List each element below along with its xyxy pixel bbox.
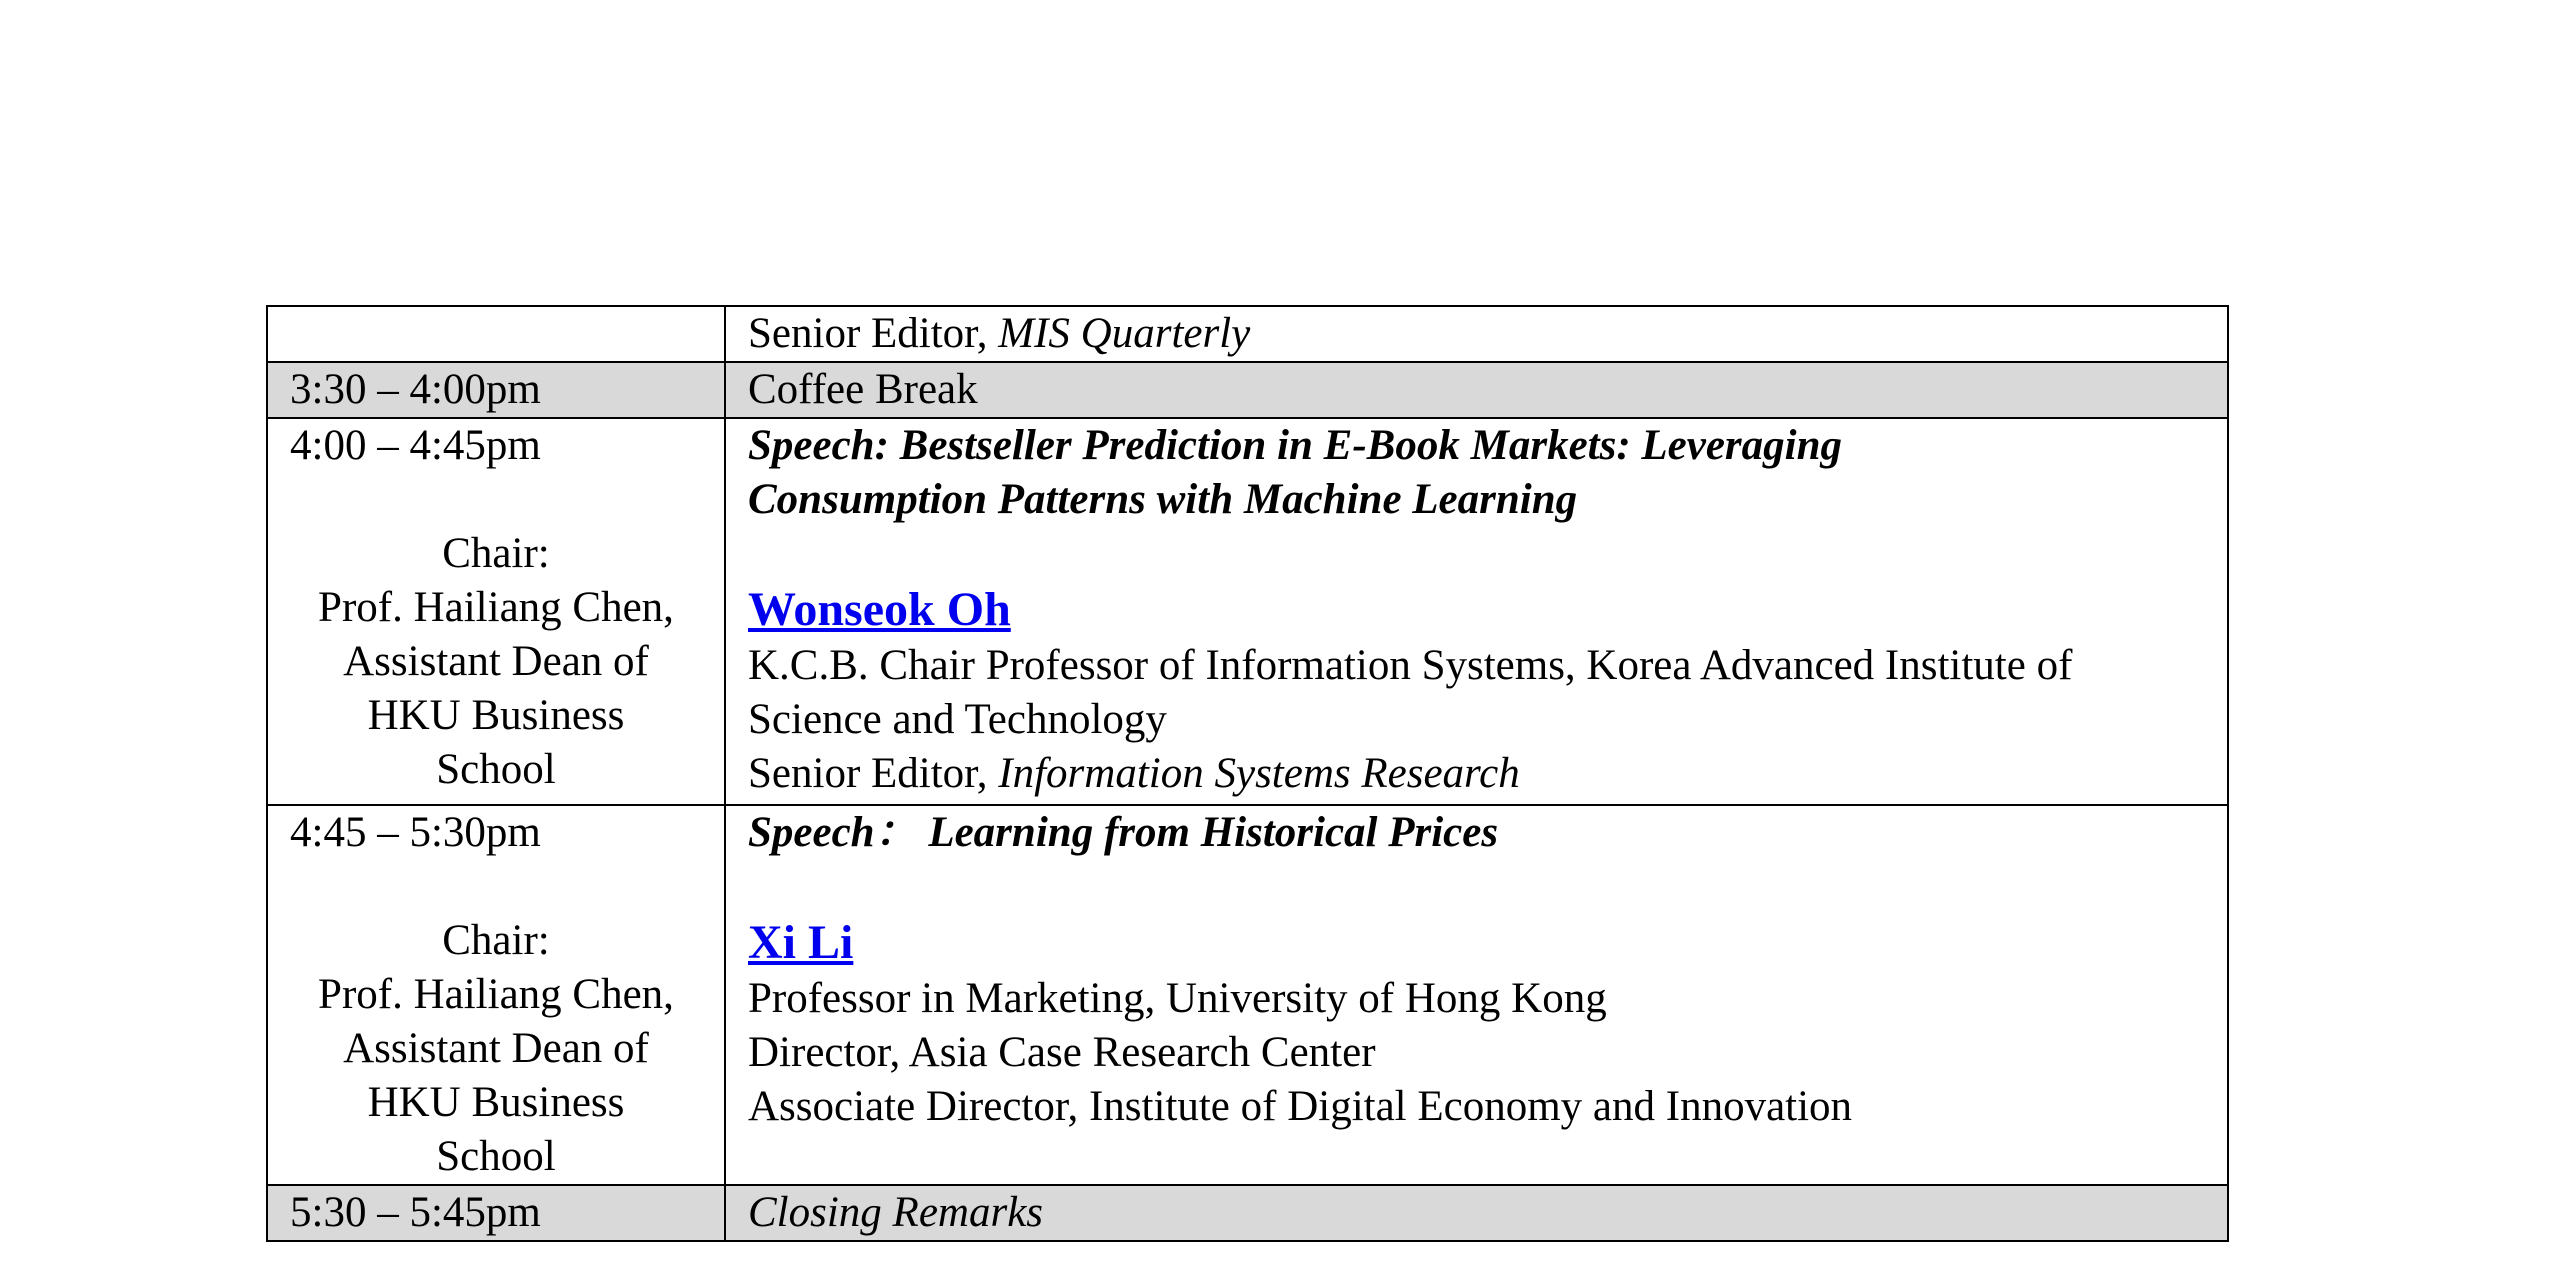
speaker-link[interactable]: Wonseok Oh [748,583,1011,636]
role-line: Senior Editor, MIS Quarterly [748,310,1251,357]
details-cell [725,418,2228,805]
session-time: 4:45 – 5:30pm [290,809,541,856]
schedule-table [266,305,2229,1242]
speech-title: Speech： Learning from Historical Prices [748,809,1499,856]
time-cell: 3:30 – 4:00pm [267,362,725,418]
speech-title: Speech: Bestseller Prediction in E-Book Markets: Leveraging [748,422,1843,469]
time-cell [267,418,725,805]
chair-line: Prof. Hailiang Chen, [318,584,674,631]
speaker-detail: K.C.B. Chair Professor of Information Systems, Korea Advanced Institute of [748,642,2073,689]
details-cell [725,306,2228,362]
chair-line: HKU Business [367,692,625,739]
chair-label: Chair: [442,917,550,964]
chair-line: School [436,746,556,793]
speech-title: Consumption Patterns with Machine Learning [748,476,1578,523]
chair-line: Assistant Dean of [343,1025,649,1072]
details-cell [725,805,2228,1185]
speaker-link[interactable]: Xi Li [748,916,854,969]
chair-line: Assistant Dean of [343,638,649,685]
speaker-detail: Science and Technology [748,696,1167,743]
chair-label: Chair: [442,530,550,577]
chair-line: HKU Business [367,1079,625,1126]
table-row-break [267,362,2228,418]
speaker-detail: Associate Director, Institute of Digital Economy and Innovation [748,1083,1853,1130]
speaker-role: Senior Editor, Information Systems Research [748,750,1520,797]
time-cell: 5:30 – 5:45pm [267,1185,725,1241]
table-row-closing [267,1185,2228,1241]
table-row-session [267,418,2228,805]
chair-line: School [436,1133,556,1180]
event-cell: Closing Remarks [725,1185,2228,1241]
table-row [267,306,2228,362]
time-cell [267,306,725,362]
chair-line: Prof. Hailiang Chen, [318,971,674,1018]
time-cell [267,805,725,1185]
session-time: 4:00 – 4:45pm [290,422,541,469]
table-row-session [267,805,2228,1185]
event-cell: Coffee Break [725,362,2228,418]
speaker-detail: Professor in Marketing, University of Hong Kong [748,975,1607,1022]
speaker-detail: Director, Asia Case Research Center [748,1029,1376,1076]
